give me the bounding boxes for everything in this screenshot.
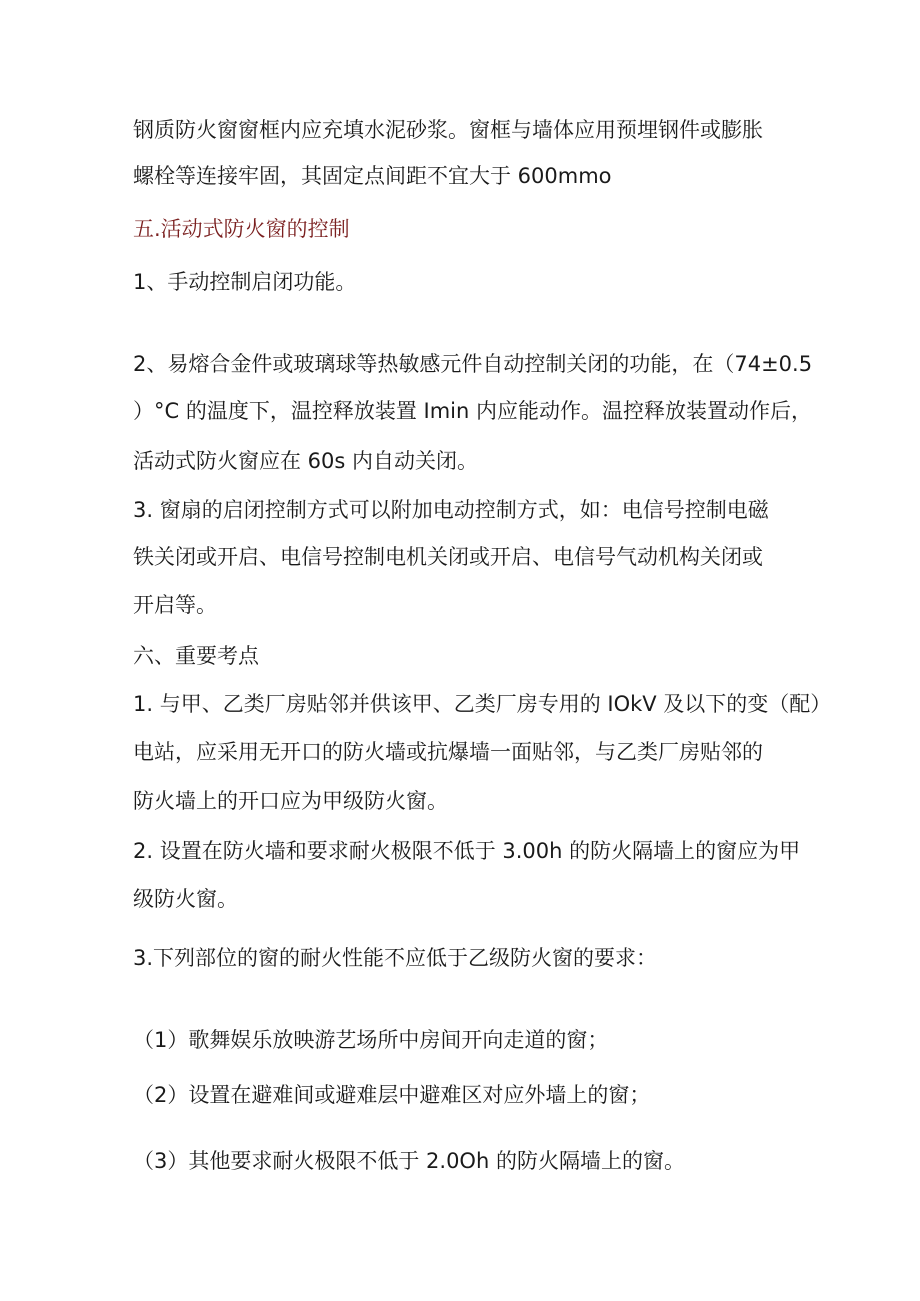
keypoint-2-line1: 2. 设置在防火墙和要求耐火极限不低于 3.00h 的防火隔墙上的窗应为甲 (133, 839, 801, 863)
keypoint-3-sub-2: （2）设置在避难间或避难层中避难区对应外墙上的窗； (133, 1083, 651, 1107)
section-heading-6: 六、重要考点 (133, 644, 259, 668)
item-thermal-control-line2: ）°C 的温度下，温控释放装置 Imin 内应能动作。温控释放装置动作后， (133, 399, 812, 423)
item-thermal-control-line1: 2、易熔合金件或玻璃球等热敏感元件自动控制关闭的功能，在（74±0.5 (133, 352, 813, 376)
item-thermal-control-line3: 活动式防火窗应在 60s 内自动关闭。 (133, 449, 479, 473)
item-manual-control: 1、手动控制启闭功能。 (133, 270, 357, 294)
keypoint-2-line2: 级防火窗。 (133, 887, 238, 911)
keypoint-1-line1: 1. 与甲、乙类厂房贴邻并供该甲、乙类厂房专用的 IOkV 及以下的变（配） (133, 692, 832, 716)
item-electric-control-line2: 铁关闭或开启、电信号控制电机关闭或开启、电信号气动机构关闭或 (133, 545, 763, 569)
item-electric-control-line1: 3. 窗扇的启闭控制方式可以附加电动控制方式，如：电信号控制电磁 (133, 498, 769, 522)
keypoint-1-line3: 防火墙上的开口应为甲级防火窗。 (133, 789, 448, 813)
paragraph-frame-fill-line1: 钢质防火窗窗框内应充填水泥砂浆。窗框与墙体应用预埋钢件或膨胀 (133, 118, 763, 142)
keypoint-3-sub-1: （1）歌舞娱乐放映游艺场所中房间开向走道的窗； (133, 1028, 609, 1052)
item-electric-control-line3: 开启等。 (133, 593, 217, 617)
keypoint-3-intro: 3.下列部位的窗的耐火性能不应低于乙级防火窗的要求： (133, 946, 658, 970)
keypoint-3-sub-3: （3）其他要求耐火极限不低于 2.0Oh 的防火隔墙上的窗。 (133, 1149, 685, 1173)
section-heading-5: 五.活动式防火窗的控制 (133, 217, 350, 241)
paragraph-frame-fill-line2: 螺栓等连接牢固，其固定点间距不宜大于 600mmo (133, 164, 612, 188)
keypoint-1-line2: 电站，应采用无开口的防火墙或抗爆墙一面贴邻，与乙类厂房贴邻的 (133, 740, 763, 764)
